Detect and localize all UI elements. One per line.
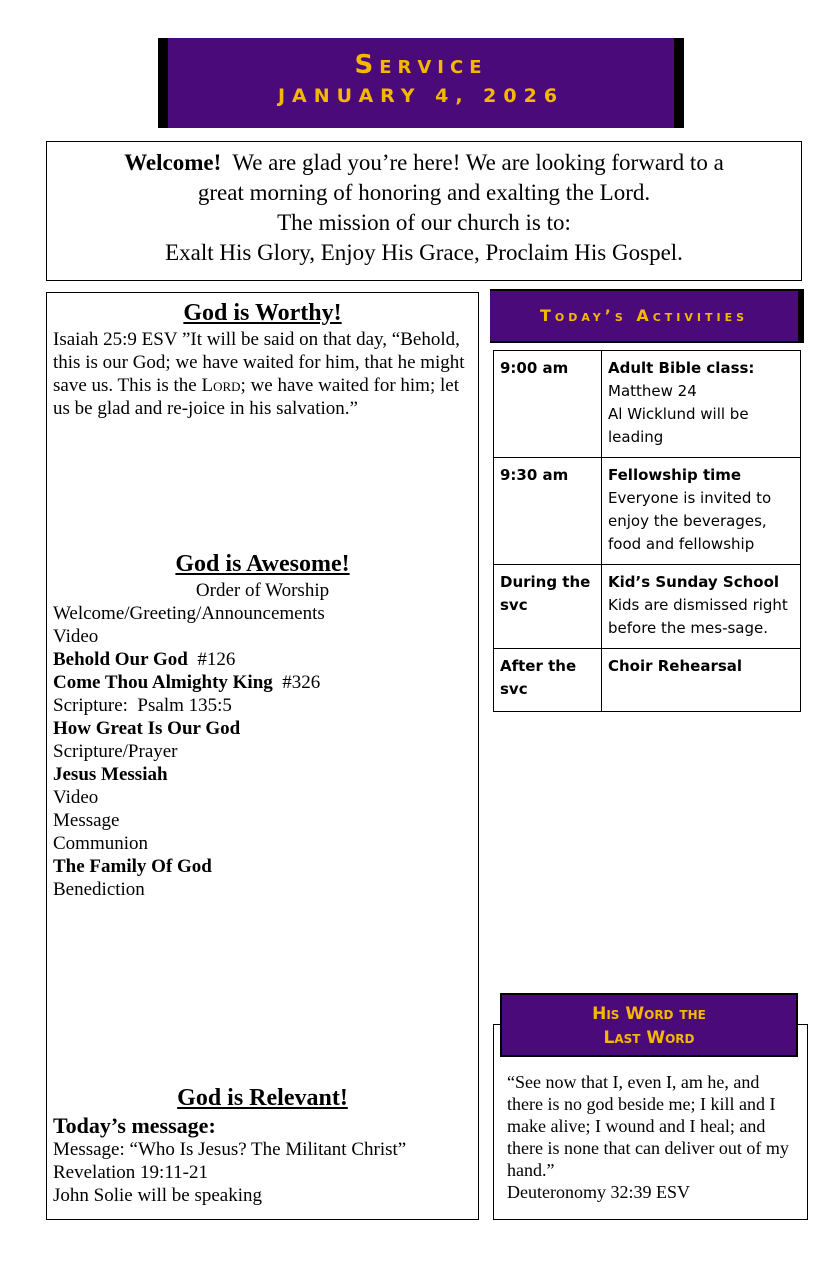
- activity-row: [494, 351, 801, 458]
- worship-item: [53, 648, 472, 671]
- worthy-verse-lord: Lord: [201, 375, 241, 396]
- worship-item-text: Scripture: Psalm 135:5: [53, 695, 232, 716]
- activity-row: [494, 458, 801, 565]
- worship-item-text: Video: [53, 626, 99, 647]
- relevant-heading: God is Relevant!: [177, 1085, 348, 1111]
- service-title: Service: [354, 50, 488, 80]
- welcome-lead: Welcome!: [124, 150, 222, 175]
- his-word-heading: [500, 993, 798, 1057]
- his-word-heading-line-2: Last Word: [603, 1028, 695, 1048]
- activity-time: 9:30 am: [494, 458, 602, 565]
- activity-description: [602, 649, 801, 712]
- activity-time: After the svc: [494, 649, 602, 712]
- activity-row: [494, 649, 801, 712]
- activity-description: [602, 458, 801, 565]
- worship-item: [53, 786, 472, 809]
- worship-item-text: #326: [272, 672, 321, 693]
- welcome-line-3: The mission of our church is to:: [277, 210, 571, 235]
- order-of-worship-list: [47, 602, 478, 901]
- worthy-verse: [47, 328, 478, 420]
- activities-heading: Today’s Activities: [490, 291, 798, 341]
- worship-item: [53, 740, 472, 763]
- welcome-line-2: great morning of honoring and exalting the Lord.: [197, 180, 651, 205]
- worship-item: [53, 602, 472, 625]
- awesome-heading: God is Awesome!: [175, 551, 350, 577]
- welcome-line-1-text: We are glad you’re here! We are looking forward to a: [232, 150, 724, 175]
- activity-row: [494, 565, 801, 649]
- activity-title: Choir Rehearsal: [608, 657, 743, 675]
- worship-item: [53, 878, 472, 901]
- worship-item-text: Benediction: [53, 879, 145, 900]
- activity-description: [602, 565, 801, 649]
- activity-title: Fellowship time: [608, 466, 742, 484]
- order-of-worship-heading: Order of Worship: [195, 580, 330, 601]
- left-column: [46, 292, 479, 1220]
- worship-item-title: Jesus Messiah: [53, 764, 168, 785]
- activity-detail: Matthew 24 Al Wicklund will be leading: [608, 382, 749, 446]
- worthy-heading: God is Worthy!: [183, 300, 342, 326]
- relevant-section: [47, 1113, 478, 1207]
- his-word-text: [507, 1071, 797, 1203]
- activity-title: Kid’s Sunday School: [608, 573, 780, 591]
- service-banner: [168, 38, 674, 128]
- worthy-verse-a: ”It will be said on that day, “Behold, this is our God; we have waited for him, that he might save us. This is the: [53, 329, 465, 396]
- message-title: Message: “Who Is Jesus? The Militant Christ”: [53, 1139, 407, 1160]
- his-word-ref: Deuteronomy 32:39 ESV: [507, 1182, 690, 1202]
- welcome-box: [46, 141, 802, 281]
- activity-description: [602, 351, 801, 458]
- todays-message-heading: Today’s message:: [53, 1113, 216, 1138]
- welcome-line-1: [47, 148, 801, 178]
- activity-detail: Everyone is invited to enjoy the beverages, food and fellowship: [608, 489, 772, 553]
- worship-item: [53, 855, 472, 878]
- worship-item: [53, 694, 472, 717]
- worship-item: [53, 763, 472, 786]
- worship-item: [53, 717, 472, 740]
- message-scripture: Revelation 19:11-21: [53, 1162, 208, 1183]
- worthy-verse-b: ; we have waited for him; let us be glad and re-joice in his salvation.”: [53, 375, 459, 419]
- worship-item: [53, 671, 472, 694]
- worship-item-text: Communion: [53, 833, 149, 854]
- service-date: JANUARY 4, 2026: [277, 85, 565, 107]
- welcome-line-4: Exalt His Glory, Enjoy His Grace, Proclaim His Gospel.: [165, 240, 683, 265]
- worship-item-text: Scripture/Prayer: [53, 741, 178, 762]
- worship-item-text: Video: [53, 787, 99, 808]
- worship-item: [53, 625, 472, 648]
- activities-table: [493, 350, 801, 712]
- worship-item-title: Behold Our God: [53, 649, 188, 670]
- worship-item: [53, 809, 472, 832]
- worship-item-title: How Great Is Our God: [53, 718, 241, 739]
- worthy-ref: Isaiah 25:9 ESV: [53, 329, 178, 350]
- worship-item-title: Come Thou Almighty King: [53, 672, 273, 693]
- his-word-verse: “See now that I, even I, am he, and there is no god beside me; I kill and I make alive; I wound and I heal; and there is none that can deliver out of my hand.”: [507, 1072, 789, 1180]
- message-speaker: John Solie will be speaking: [53, 1185, 262, 1206]
- activity-title: Adult Bible class:: [608, 359, 755, 377]
- activity-time: During the svc: [494, 565, 602, 649]
- worship-item: [53, 832, 472, 855]
- worship-item-text: Message: [53, 810, 120, 831]
- worship-item-text: #126: [187, 649, 236, 670]
- his-word-heading-line-1: His Word the: [592, 1004, 706, 1024]
- activity-detail: Kids are dismissed right before the mes-sage.: [608, 596, 788, 637]
- worship-item-text: Welcome/Greeting/Announcements: [53, 603, 325, 624]
- activity-time: 9:00 am: [494, 351, 602, 458]
- worship-item-title: The Family Of God: [53, 856, 212, 877]
